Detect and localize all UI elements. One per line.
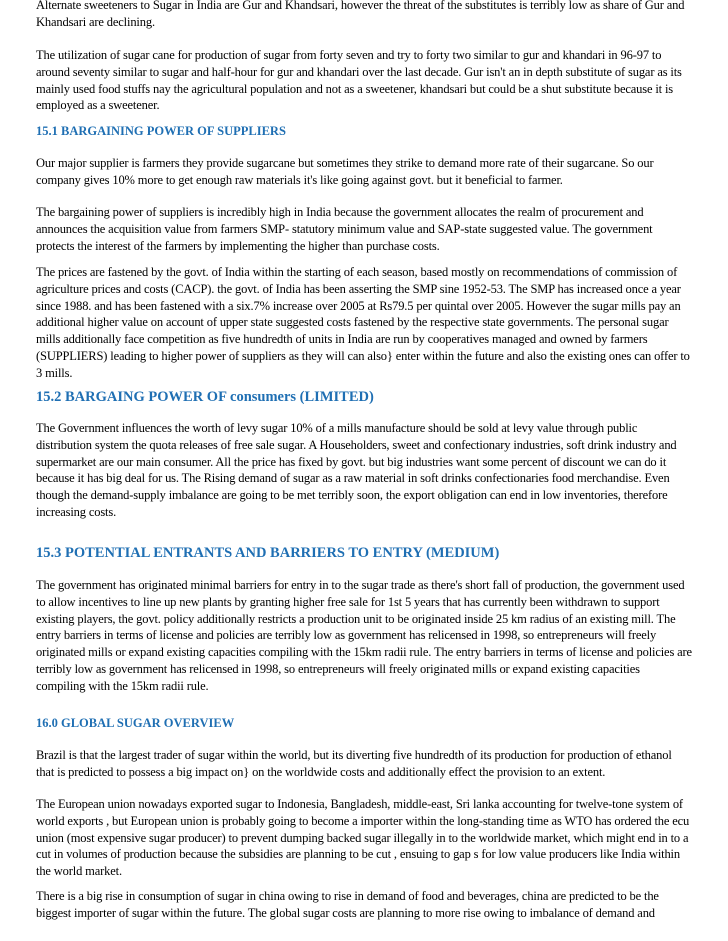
heading-bargaining-power-consumers: 15.2 BARGAING POWER OF consumers (LIMITED) <box>36 389 374 405</box>
paragraph-major-supplier: Our major supplier is farmers they provide sugarcane but sometimes they strike to demand more rate of their sugarcane. So our company gives 10% more to get enough raw materials it's like going against govt. but it beneficial to farmer. <box>36 156 654 187</box>
paragraph-sugar-cane-utilization: The utilization of sugar cane for production of sugar from forty seven and try to forty two similar to gur and khandari in 96-97 to around seventy similar to sugar and half-hour for gur and khandari over the last decade. Gur isn't an in depth substitute of sugar as its mainly used food stuffs nay the agricultural population and not as a sweetener, khandsari but could be a shut substitute because it is employed as a sweetener. <box>36 48 682 113</box>
paragraph-china-consumption: There is a big rise in consumption of sugar in china owing to rise in demand of food and beverages, china are predicted to be the biggest importer of sugar within the future. The global sugar costs are planning to more rise owing to imbalance of demand and <box>36 889 659 920</box>
heading-bargaining-power-suppliers: 15.1 BARGAINING POWER OF SUPPLIERS <box>36 124 286 138</box>
heading-global-sugar-overview: 16.0 GLOBAL SUGAR OVERVIEW <box>36 716 235 730</box>
paragraph-brazil: Brazil is that the largest trader of sugar within the world, but its diverting five hundredth of its production for production of ethanol that is predicted to possess a big impact on} on the worldwide costs and additionally effect the provision to an extent. <box>36 748 672 779</box>
paragraph-prices-fastened: The prices are fastened by the govt. of India within the starting of each season, based mostly on recommendations of commission of agriculture prices and costs (CACP). the govt. of India has been asserting the SMP sine 1952-53. The SMP has increased once a year since 1988. and has been fastened with a six.7% increase over 2005 at Rs79.5 per quintal over 2005. However the sugar mills pay an additional higher value on account of upper state suggested costs fastened by the respective state governments. The personal sugar mills additionally face competition as five hundredth of units in India are run by cooperatives managed and owned by farmers (SUPPLIERS) leading to higher power of suppliers as they will can also} enter within the future and also the existing ones can offer to 3 mills. <box>36 265 690 380</box>
paragraph-entry-barriers: The government has originated minimal barriers for entry in to the sugar trade as there's short fall of production, the government used to allow incentives to line up new plants by granting higher free sale for 1st 5 years that has currently been withdrawn to support existing players, the govt. policy additionally restricts a production unit to be originated inside 25 km radius of an existing mill. The entry barriers in terms of license and policies are terribly low as government has relicensed in 1998, so entrepreneurs will freely originated mills or expand existing capacities compiling with the 15km radii rule. The entry barriers in terms of license and policies are terribly low as government has relicensed in 1998, so entrepreneurs will freely originated mills or expand existing capacities compiling with the 15km radii rule. <box>36 578 692 693</box>
paragraph-alternate-sweeteners: Alternate sweeteners to Sugar in India are Gur and Khandsari, however the threat of the substitutes is terribly low as share of Gur and Khandsari are declining. <box>36 0 685 29</box>
paragraph-supplier-bargaining-power: The bargaining power of suppliers is incredibly high in India because the government allocates the realm of procurement and announces the acquisition value from farmers SMP- statutory minimum value and SAP-state suggested value. The government protects the interest of the farmers by implementing the higher than purchase costs. <box>36 205 653 253</box>
heading-potential-entrants: 15.3 POTENTIAL ENTRANTS AND BARRIERS TO ENTRY (MEDIUM) <box>36 545 500 561</box>
paragraph-government-levy: The Government influences the worth of levy sugar 10% of a mills manufacture should be sold at levy value through public distribution system the quota releases of free sale sugar. A Householders, sweet and confectionary industries, soft drink industry and supermarket are our main consumer. All the price has fixed by govt. but big industries want some percent of discount we can do it because it has big deal for us. The Rising demand of sugar as a raw material in soft drinks confectionaries food merchandise. Even though the demand-supply imbalance are going to be met terribly soon, the export obligation can end in low inventories, therefore increasing costs. <box>36 421 677 519</box>
paragraph-european-union: The European union nowadays exported sugar to Indonesia, Bangladesh, middle-east, Sri lanka accounting for twelve-tone system of world exports , but European union is probably going to become a importer within the long-standing time as WTO has ordered the ecu union (most expensive sugar producer) to prevent dumping backed sugar illegally in to the worldwide market, which might end in to a cut in volumes of production because the subsidies are planning to be cut , ensuing to gap s for low value producers like India within the world market. <box>36 797 690 879</box>
